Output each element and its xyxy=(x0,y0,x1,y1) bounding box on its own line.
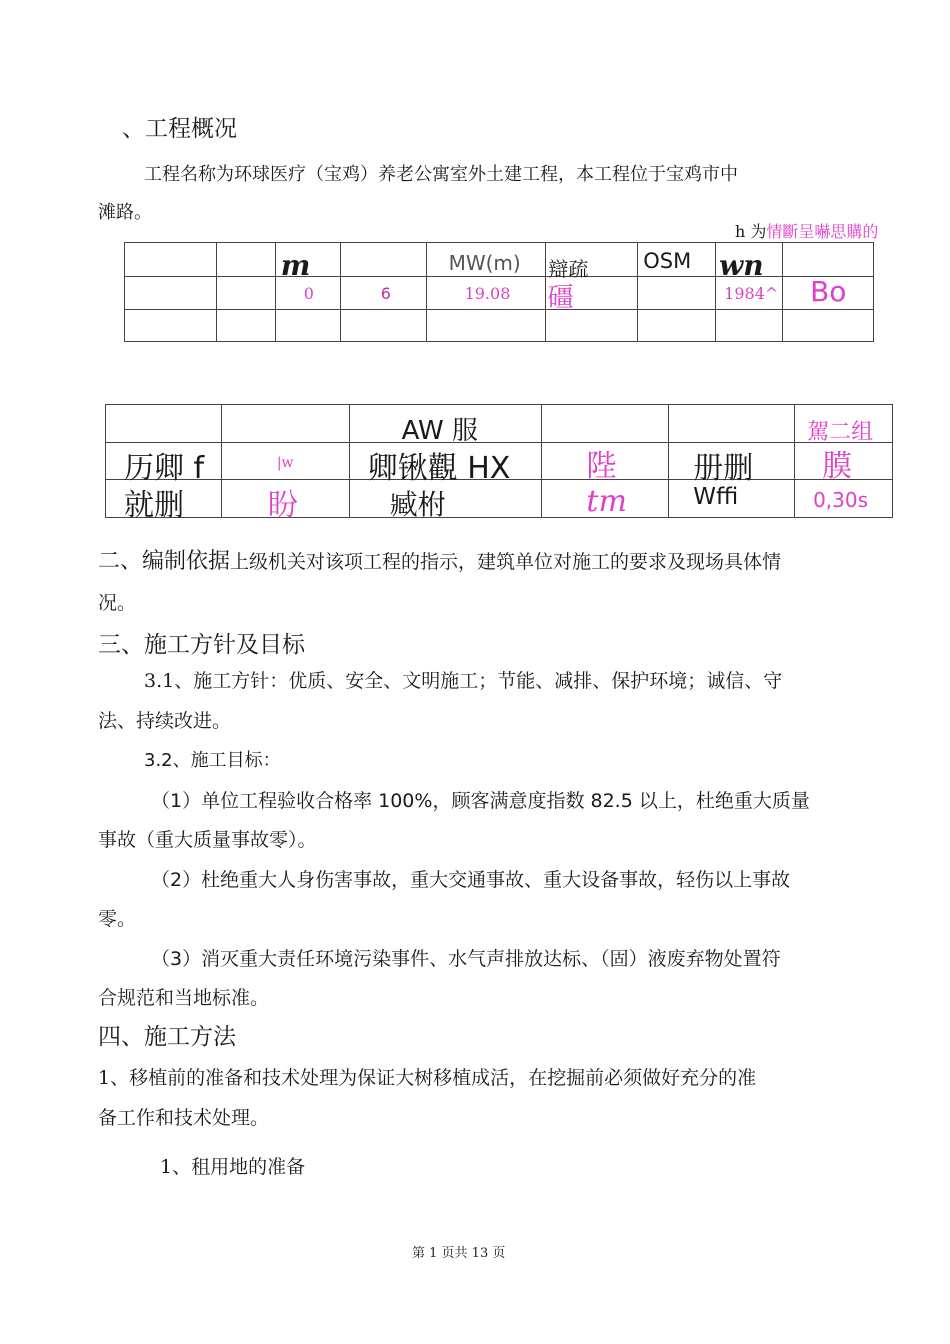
table1-cell xyxy=(546,243,638,281)
table1-cell xyxy=(638,310,716,342)
table1-cell-text: 礓 xyxy=(547,283,574,313)
table1-cell xyxy=(638,277,716,310)
table1-cell xyxy=(426,277,546,310)
table1-row1 xyxy=(125,243,874,277)
table1-cell-text: OSM xyxy=(643,249,692,273)
table2-row1 xyxy=(106,405,893,443)
section3-item2-line1: （2）杜绝重大人身伤害事故，重大交通事故、重大设备事故，轻伤以上事故 xyxy=(151,869,791,891)
table2-cell-text: 册删 xyxy=(693,451,754,486)
section3-item3-line1: （3）消灭重大责任环境污染事件、水气声排放达标、（固）液废弃物处置符 xyxy=(151,948,781,970)
table1-cell-text: 6 xyxy=(380,284,391,303)
table2-cell-text: 就删 xyxy=(124,488,184,523)
table2-cell-text: tm xyxy=(586,484,627,519)
table1-cell xyxy=(216,310,275,342)
table1-cell xyxy=(216,277,275,310)
table1-cell xyxy=(426,243,546,277)
table1-cell xyxy=(340,277,426,310)
section2-text-line1: 上级机关对该项工程的指示，建筑单位对施工的要求及现场具体情 xyxy=(230,551,782,573)
table1-cell-text: 1984^ xyxy=(724,284,779,303)
section1-para-line2: 滩路。 xyxy=(98,202,152,223)
table2-cell xyxy=(106,480,222,523)
section1-para-line1: 工程名称为环球医疗（宝鸡）养老公寓室外土建工程，本工程位于宝鸡市中 xyxy=(144,164,738,185)
table1-cell xyxy=(546,277,638,313)
table2-cell-text: 臧柎 xyxy=(389,488,446,521)
section3-item1-line1: （1）单位工程验收合格率 100%，顾客满意度指数 82.5 以上，杜绝重大质量 xyxy=(151,790,810,812)
table1-cell xyxy=(716,277,783,310)
table-note-pink: 情斷呈嚇思購的 xyxy=(766,222,879,241)
table2-cell xyxy=(349,443,542,486)
table1-row3 xyxy=(125,310,874,342)
table2-cell-text: 历卿 f xyxy=(124,451,205,486)
table1-cell-text: 0 xyxy=(303,284,314,303)
table1-cell-text: wn xyxy=(719,249,764,282)
table2-cell xyxy=(669,405,795,443)
table1-cell-text: m xyxy=(280,249,311,282)
section3-p32: 3.2、施工目标： xyxy=(144,750,281,771)
section1-heading: 、工程概况 xyxy=(122,116,237,142)
table2-cell xyxy=(106,443,222,486)
table1-cell xyxy=(546,310,638,342)
table2-cell xyxy=(221,405,349,443)
table1-cell-text: MW(m) xyxy=(448,251,521,275)
section3-heading: 三、施工方针及目标 xyxy=(98,632,305,658)
section4-heading: 四、施工方法 xyxy=(98,1024,236,1050)
table1-cell xyxy=(275,243,340,282)
table2-cell-text: 盼 xyxy=(267,488,298,523)
table2-cell xyxy=(221,443,349,480)
table1-cell xyxy=(716,310,783,342)
table2-row3 xyxy=(106,480,893,518)
table1-cell-text: 辯疏 xyxy=(548,257,589,281)
section3-item3-line2: 合规范和当地标准。 xyxy=(98,987,270,1009)
table2-cell xyxy=(669,443,795,486)
section3-item2-line2: 零。 xyxy=(98,908,137,930)
table2-cell xyxy=(795,405,893,443)
table1-cell xyxy=(125,243,217,277)
table2-cell xyxy=(542,405,669,443)
section3-item1-line2: 事故（重大质量事故零）。 xyxy=(98,829,317,851)
table1-cell xyxy=(216,243,275,277)
table2-cell xyxy=(669,480,795,518)
table2-cell-text: AW 服 xyxy=(401,416,479,446)
table2-cell xyxy=(349,405,542,446)
table1-cell xyxy=(426,310,546,342)
table1-cell xyxy=(783,277,874,310)
table1-cell xyxy=(125,310,217,342)
table2-cell-text: 陛 xyxy=(586,449,617,484)
table2-row2 xyxy=(106,443,893,480)
section2-line1 xyxy=(98,544,781,575)
table1-cell xyxy=(340,310,426,342)
section4-p1-line1: 1、移植前的准备和技术处理为保证大树移植成活，在挖掘前必须做好充分的准 xyxy=(98,1067,757,1089)
table2-cell xyxy=(106,405,222,443)
table2-cell-text: 0,30s xyxy=(813,488,869,512)
table2 xyxy=(105,404,893,523)
section3-p31-line2: 法、持续改进。 xyxy=(98,710,232,732)
table1-cell xyxy=(125,277,217,310)
table2-cell xyxy=(795,443,893,484)
table2-cell xyxy=(542,443,669,484)
table2-cell xyxy=(795,480,893,518)
table1-row2 xyxy=(125,277,874,310)
table1-cell xyxy=(275,310,340,342)
table1-cell-text: Bo xyxy=(810,275,847,308)
section4-p1-line2: 备工作和技术处理。 xyxy=(98,1107,270,1129)
section2-text-line2: 况。 xyxy=(98,592,137,614)
table1-cell xyxy=(783,243,874,277)
table1 xyxy=(124,242,874,342)
table2-cell xyxy=(221,480,349,523)
table1-cell xyxy=(716,243,783,282)
section3-p31-line1: 3.1、施工方针：优质、安全、文明施工；节能、减排、保护环境；诚信、守 xyxy=(144,670,783,692)
table2-cell xyxy=(349,480,542,521)
table1-cell xyxy=(275,277,340,310)
table1-cell xyxy=(340,243,426,277)
table2-cell xyxy=(542,480,669,518)
table1-cell xyxy=(638,243,716,277)
table-note xyxy=(735,219,878,242)
section2-heading: 二、编制依据 xyxy=(98,549,231,574)
table1-cell-text: 19.08 xyxy=(464,284,511,303)
table2-cell-text: 卿锹觀 HX xyxy=(367,451,511,486)
table-note-prefix: h 为 xyxy=(735,222,767,241)
table1-cell xyxy=(783,310,874,342)
table2-cell-text: Wffi xyxy=(693,484,739,510)
table2-cell-text: 駕二组 xyxy=(807,420,874,445)
table2-cell-text: 膜 xyxy=(822,449,853,484)
section4-sub1: 1、租用地的准备 xyxy=(160,1156,306,1178)
table2-cell-text: |w xyxy=(276,455,294,471)
page-footer: 第 1 页共 13 页 xyxy=(412,1246,506,1261)
